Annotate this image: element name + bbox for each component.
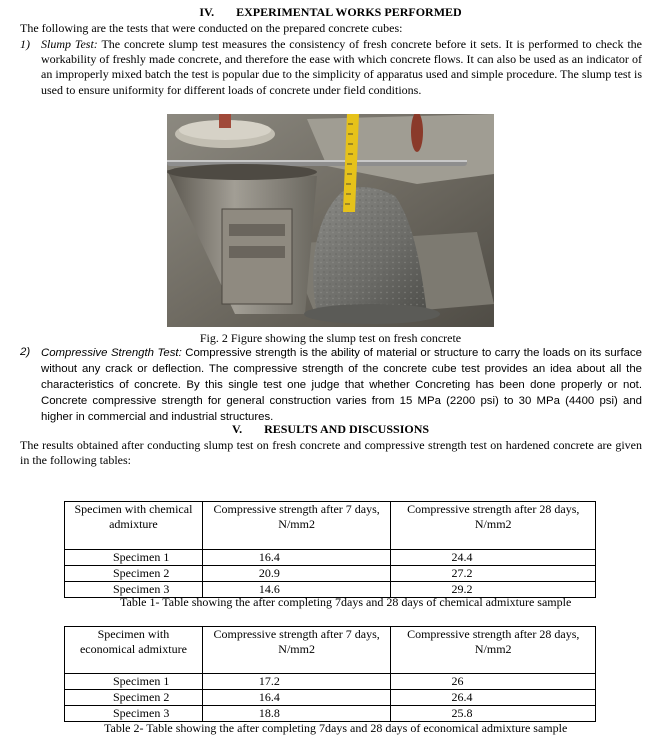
table-cell: Specimen 1 [65,550,203,566]
table-cell: 26.4 [391,690,596,706]
table-cell: Specimen 3 [65,582,203,598]
table-caption: Table 2- Table showing the after completing 7days and 28 days of economical admixture sample [104,721,568,735]
section-heading-v [0,422,661,437]
table-header-cell: Specimen with economical admixture [65,627,203,674]
table-cell: 14.6 [202,582,391,598]
table-header-cell: Compressive strength after 7 days, N/mm2 [202,502,391,550]
slump-test-image [167,114,494,327]
table-cell: Specimen 3 [65,706,203,722]
section-intro: The following are the tests that were conducted on the prepared concrete cubes: [20,21,403,35]
table-header-cell: Specimen with chemical admixture [65,502,203,550]
table-cell: 17.2 [202,674,391,690]
table-cell: 16.4 [202,690,391,706]
table-cell: 18.8 [202,706,391,722]
table-cell: 20.9 [202,566,391,582]
table-caption: Table 1- Table showing the after completing 7days and 28 days of chemical admixture sample [120,595,572,609]
list-item-slump-test [20,37,642,98]
results-table-2 [64,626,596,722]
item-text: Compressive strength is the ability of material or structure to carry the loads on its surface without any crack or deflection. The compressive strength of the concrete cube test provides an idea about all the characteristics of concrete. By this single test one judge that whether Concreting has been done properly or not. Concrete compressive strength for general construction varies from 15 MPa (2200 psi) to 30 MPa (4400 psi) and higher in commercial and industrial structures. [41,347,643,423]
table-header-row [65,502,596,550]
table-cell: 16.4 [202,550,391,566]
table-cell: Specimen 1 [65,674,203,690]
section-number: V. [231,422,243,436]
table-cell: 24.4 [391,550,596,566]
table-header-row [65,627,596,674]
section-title: EXPERIMENTAL WORKS PERFORMED [236,5,462,19]
results-table-1 [64,501,596,598]
table-header-cell: Compressive strength after 28 days, N/mm2 [391,502,596,550]
table-cell: Specimen 2 [65,566,203,582]
figure-caption: Fig. 2 Figure showing the slump test on fresh concrete [199,331,462,345]
table-row [65,706,596,722]
table-cell: 26 [391,674,596,690]
table-row [65,550,596,566]
section-title: RESULTS AND DISCUSSIONS [264,422,430,436]
table-cell: 27.2 [391,566,596,582]
item-lead: Slump Test: [41,37,98,51]
section-heading-iv [0,5,661,20]
item-lead: Compressive Strength Test: [41,347,182,359]
item-text: The concrete slump test measures the consistency of fresh concrete before it sets. It is performed to check the workability of freshly made concrete, and therefore the ease with which concrete flows. It can also be used as an indicator of an improperly mixed batch the test is popular due to the simplicity of apparatus used and simple procedure. The slump test is used to ensure uniformity for different loads of concrete under field conditions. [41,37,642,97]
list-item-compressive-strength [20,345,642,425]
table-row [65,690,596,706]
table-cell: 25.8 [391,706,596,722]
section-number: IV. [199,5,215,19]
table-row [65,566,596,582]
list-marker: 2) [20,346,31,358]
table-row [65,674,596,690]
table-header-cell: Compressive strength after 7 days, N/mm2 [202,627,391,674]
slump-test-photo [167,114,494,327]
table-cell: 29.2 [391,582,596,598]
table-header-cell: Compressive strength after 28 days, N/mm2 [391,627,596,674]
table-cell: Specimen 2 [65,690,203,706]
section-intro: The results obtained after conducting slump test on fresh concrete and compressive strength test on hardened concrete are given in the following tables: [20,438,642,468]
list-marker: 1) [20,37,30,51]
